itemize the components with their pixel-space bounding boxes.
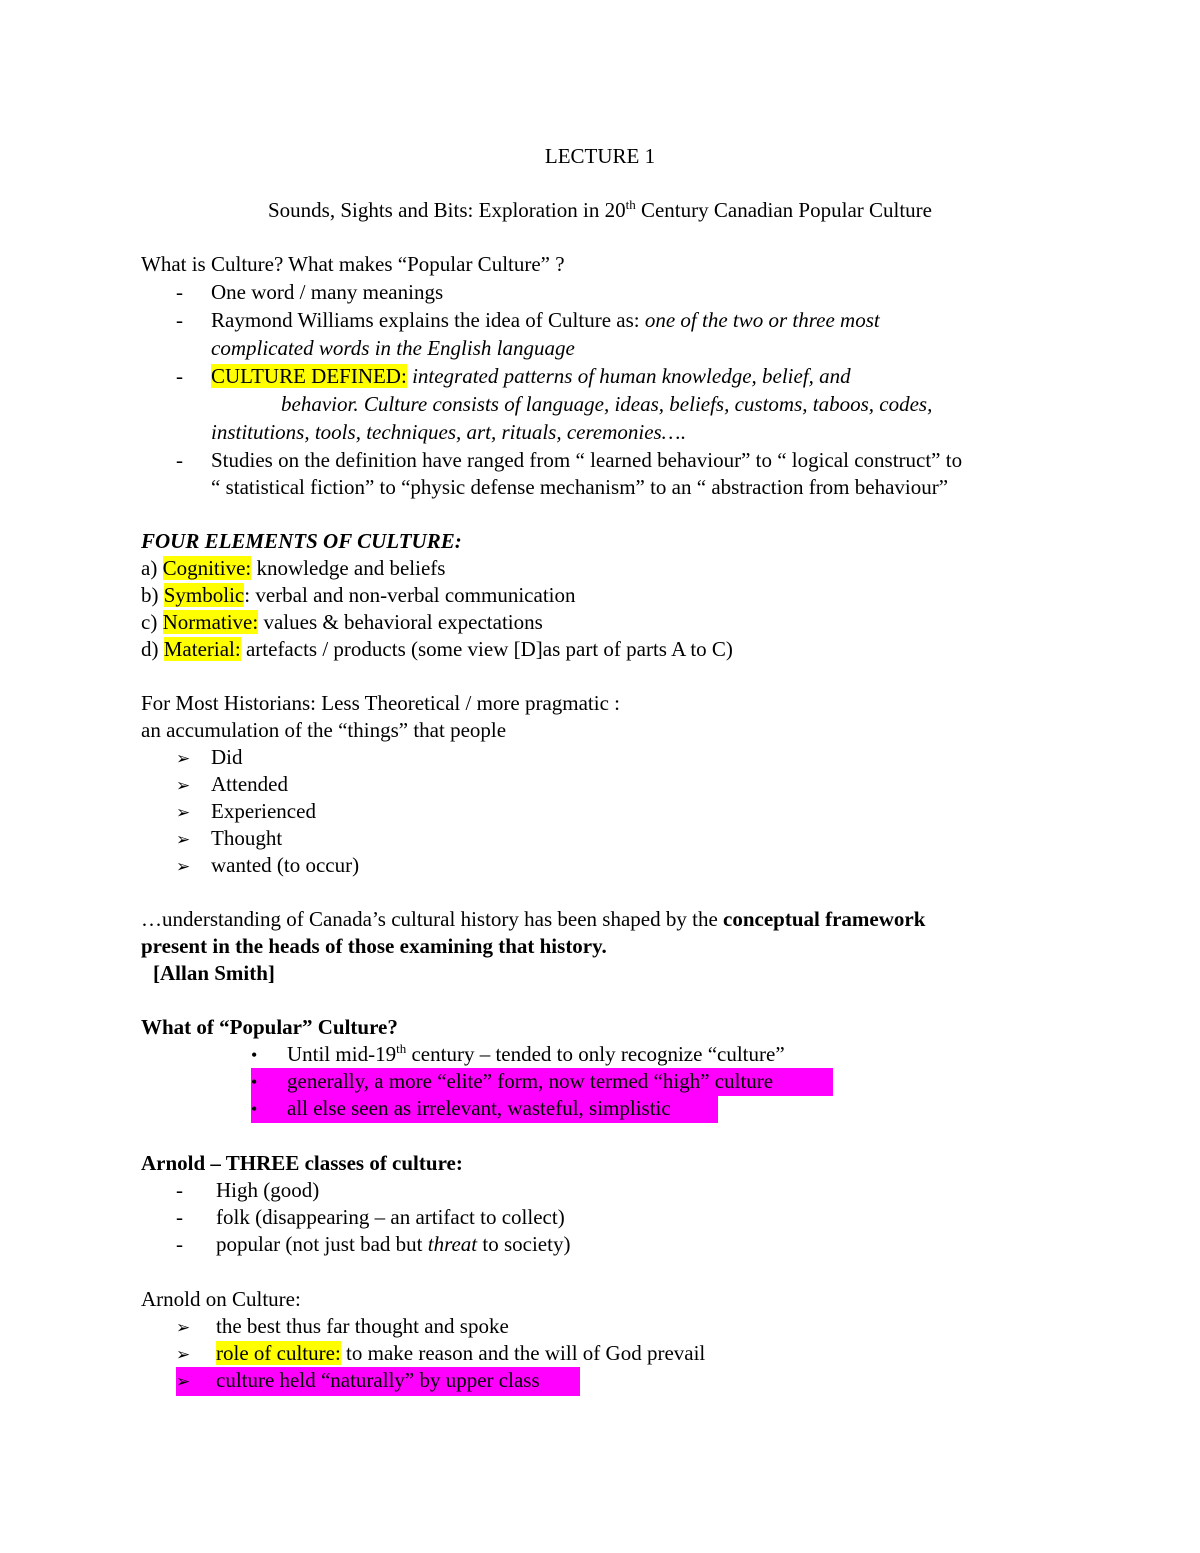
arnold-on-culture-heading: Arnold on Culture: bbox=[141, 1287, 301, 1311]
class-item-popular: - popular (not just bad but threat to society) bbox=[176, 1232, 571, 1256]
dash-item-williams: - Raymond Williams explains the idea of Culture as: one of the two or three most bbox=[176, 308, 880, 332]
dash-marker: - bbox=[176, 308, 183, 332]
class-item-high: - High (good) bbox=[176, 1178, 320, 1202]
arnold-point-upper-class: ➢ culture held “naturally” by upper class bbox=[176, 1367, 580, 1396]
studies-continuation: “ statistical fiction” to “physic defense mechanism” to an “ abstraction from behaviour” bbox=[211, 475, 949, 499]
arrow-bullet-icon: ➢ bbox=[176, 830, 191, 850]
question-heading: What is Culture? What makes “Popular Culture” ? bbox=[141, 252, 565, 276]
quote-line2: present in the heads of those examining that history. bbox=[141, 934, 607, 958]
culture-defined-line3: institutions, tools, techniques, art, rituals, ceremonies…. bbox=[211, 420, 686, 444]
dash-marker: - bbox=[176, 1232, 183, 1256]
bullet-icon: • bbox=[251, 1072, 258, 1092]
list-item-wanted: ➢ wanted (to occur) bbox=[176, 852, 196, 881]
dash-item-culture-defined: - CULTURE DEFINED: integrated patterns of human knowledge, belief, and bbox=[176, 364, 851, 388]
arnold-classes-heading: Arnold – THREE classes of culture: bbox=[141, 1151, 463, 1175]
arnold-point-best: ➢ the best thus far thought and spoke bbox=[176, 1313, 196, 1342]
four-elements-heading: FOUR ELEMENTS OF CULTURE: bbox=[141, 529, 462, 553]
element-symbolic: b) Symbolic: verbal and non-verbal communication bbox=[141, 583, 576, 607]
bullet-icon: • bbox=[251, 1099, 258, 1119]
arrow-bullet-icon: ➢ bbox=[176, 1372, 191, 1392]
arrow-bullet-icon: ➢ bbox=[176, 803, 191, 823]
list-item-thought: ➢ Thought bbox=[176, 825, 196, 854]
dash-item-one-word: - One word / many meanings bbox=[176, 280, 444, 304]
arrow-bullet-icon: ➢ bbox=[176, 1345, 191, 1365]
arrow-bullet-icon: ➢ bbox=[176, 857, 191, 877]
popular-item-irrelevant: • all else seen as irrelevant, wasteful, simplistic bbox=[251, 1095, 718, 1123]
williams-continuation: complicated words in the English language bbox=[211, 336, 575, 360]
arnold-point-role: ➢ role of culture: to make reason and the will of God prevail bbox=[176, 1340, 196, 1369]
arrow-bullet-icon: ➢ bbox=[176, 749, 191, 769]
dash-item-studies: - Studies on the definition have ranged from “ learned behaviour” to “ logical construct” to bbox=[176, 448, 963, 472]
dash-marker: - bbox=[176, 1205, 183, 1229]
historians-line2: an accumulation of the “things” that people bbox=[141, 718, 507, 742]
arrow-bullet-icon: ➢ bbox=[176, 1318, 191, 1338]
list-item-experienced: ➢ Experienced bbox=[176, 798, 196, 827]
popular-item-mid19th: • Until mid-19th century – tended to only recognize “culture” bbox=[251, 1041, 281, 1069]
dash-marker: - bbox=[176, 448, 183, 472]
popular-item-elite: • generally, a more “elite” form, now termed “high” culture bbox=[251, 1068, 833, 1096]
culture-defined-line2: behavior. Culture consists of language, ideas, beliefs, customs, taboos, codes, bbox=[281, 392, 933, 416]
quote-author: [Allan Smith] bbox=[153, 961, 275, 985]
page-subtitle: Sounds, Sights and Bits: Exploration in 20th Century Canadian Popular Culture bbox=[267, 197, 932, 222]
bullet-icon: • bbox=[251, 1045, 258, 1065]
class-item-folk: - folk (disappearing – an artifact to collect) bbox=[176, 1205, 565, 1229]
page-title: LECTURE 1 bbox=[544, 144, 656, 168]
arrow-bullet-icon: ➢ bbox=[176, 776, 191, 796]
element-cognitive: a) Cognitive: knowledge and beliefs bbox=[141, 556, 446, 580]
culture-defined-label: CULTURE DEFINED: bbox=[211, 364, 407, 388]
element-material: d) Material: artefacts / products (some view [D]as part of parts A to C) bbox=[141, 637, 733, 661]
dash-marker: - bbox=[176, 280, 183, 304]
historians-line1: For Most Historians: Less Theoretical / more pragmatic : bbox=[141, 691, 621, 715]
dash-marker: - bbox=[176, 1178, 183, 1202]
list-item-attended: ➢ Attended bbox=[176, 771, 196, 800]
dash-marker: - bbox=[176, 364, 183, 388]
quote-line1: …understanding of Canada’s cultural history has been shaped by the conceptual framework bbox=[141, 907, 926, 931]
element-normative: c) Normative: values & behavioral expectations bbox=[141, 610, 543, 634]
list-item-did: ➢ Did bbox=[176, 744, 196, 773]
popular-culture-heading: What of “Popular” Culture? bbox=[141, 1015, 398, 1039]
